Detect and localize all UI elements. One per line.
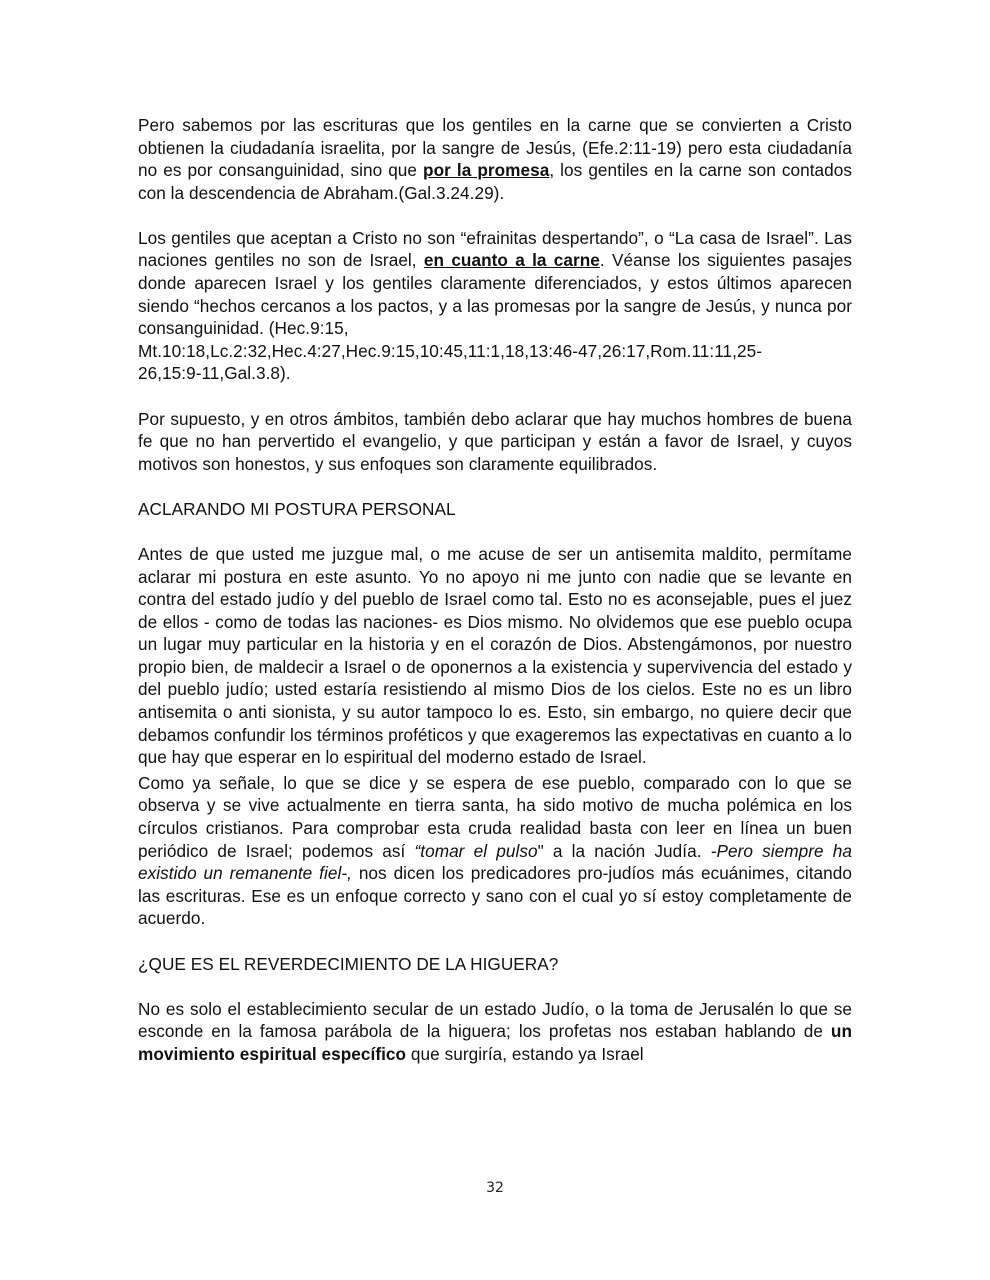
italic-quote: “tomar el pulso bbox=[414, 840, 538, 861]
paragraph-controversy bbox=[138, 772, 852, 930]
page-number: 32 bbox=[486, 1180, 504, 1196]
paragraph-good-faith: Por supuesto, y en otros ámbitos, también debo aclarar que hay muchos hombres de buena fe que no han pervertido el evangelio, y que participan y están a favor de Israel, y cuyos motivos son honestos, y sus enfoques son claramente equilibrados. bbox=[138, 408, 852, 474]
paragraph-text: nos dicen los predicadores pro-judíos más ecuánimes, citando las escrituras. Ese es un enfoque correcto y sano con el cual yo sí estoy completamente de acuerdo. bbox=[138, 863, 852, 929]
paragraph-gentiles bbox=[138, 227, 852, 340]
paragraph-references-line: Mt.10:18,Lc.2:32,Hec.4:27,Hec.9:15,10:45,11:1,18,13:46-47,26:17,Rom.11:11,25- bbox=[138, 340, 762, 361]
italic-quote: -Pero siempre ha existido un remanente fiel-, bbox=[138, 840, 852, 884]
paragraph-text: . Véanse los siguientes pasajes donde aparecen Israel y los gentiles claramente diferenciados, y estos últimos aparecen siendo “hechos cercanos a los pactos, y a las promesas por la sangre de Jesús, y nunca por consanguinidad. (Hec.9:15, bbox=[138, 250, 852, 339]
bold-emphasis: un movimiento espiritual específico bbox=[138, 1021, 852, 1064]
paragraph-references-line: 26,15:9-11,Gal.3.8). bbox=[138, 363, 291, 384]
paragraph-text: No es solo el establecimiento secular de un estado Judío, o la toma de Jerusalén lo que se esconde en la famosa parábola de la higuera; los profetas nos estaban hablando de bbox=[138, 998, 852, 1042]
emphasis-promise: por la promesa bbox=[423, 160, 550, 181]
paragraph-citizenship bbox=[138, 114, 852, 204]
paragraph-text: " a la nación Judía. bbox=[537, 840, 711, 861]
paragraph-fig-tree bbox=[138, 998, 852, 1066]
paragraph-text: Como ya señale, lo que se dice y se espera de ese pueblo, comparado con lo que se observa y se vive actualmente en tierra santa, ha sido motivo de mucha polémica en los círculos cristianos. Para comprobar esta cruda realidad basta con leer en línea un buen periódico de Israel; podemos así bbox=[138, 772, 852, 861]
emphasis-flesh: en cuanto a la carne bbox=[423, 250, 600, 271]
section-heading-personal-stance: ACLARANDO MI POSTURA PERSONAL bbox=[138, 498, 456, 519]
document-page bbox=[138, 114, 852, 1065]
paragraph-text: , los gentiles en la carne son contados con la descendencia de Abraham.(Gal.3.24.29). bbox=[138, 160, 852, 203]
paragraph-stance: Antes de que usted me juzgue mal, o me acuse de ser un antisemita maldito, permítame aclarar mi postura en este asunto. Yo no apoyo ni me junto con nadie que se levante en contra del estado judío y del pueblo de Israel como tal. Esto no es aconsejable, pues el juez de ellos - como de todas las naciones- es Dios mismo. No olvidemos que ese pueblo ocupa un lugar muy particular en la historia y en el corazón de Dios. Abstengámonos, por nuestro propio bien, de maldecir a Israel o de oponernos a la existencia y supervivencia del estado y del pueblo judío; usted estaría resistiendo al mismo Dios de los cielos. Este no es un libro antisemita o anti sionista, y su autor tampoco lo es. Esto, sin embargo, no quiere decir que debamos confundir los términos proféticos y que exageremos las expectativas en cuanto a lo que hay que esperar en lo espiritual del moderno estado de Israel. bbox=[138, 543, 852, 768]
paragraph-text: que surgiría, estando ya Israel bbox=[406, 1043, 644, 1064]
paragraph-text: Pero sabemos por las escrituras que los gentiles en la carne que se convierten a Cristo obtienen la ciudadanía israelita, por la sangre de Jesús, (Efe.2:11-19) pero esta ciudadanía no es por consanguinidad, sino que bbox=[138, 115, 852, 181]
paragraph-text: Los gentiles que aceptan a Cristo no son “efrainitas despertando”, o “La casa de Israel”. Las naciones gentiles no son de Israel, bbox=[138, 227, 852, 271]
section-heading-fig-tree: ¿QUE ES EL REVERDECIMIENTO DE LA HIGUERA? bbox=[138, 953, 559, 974]
